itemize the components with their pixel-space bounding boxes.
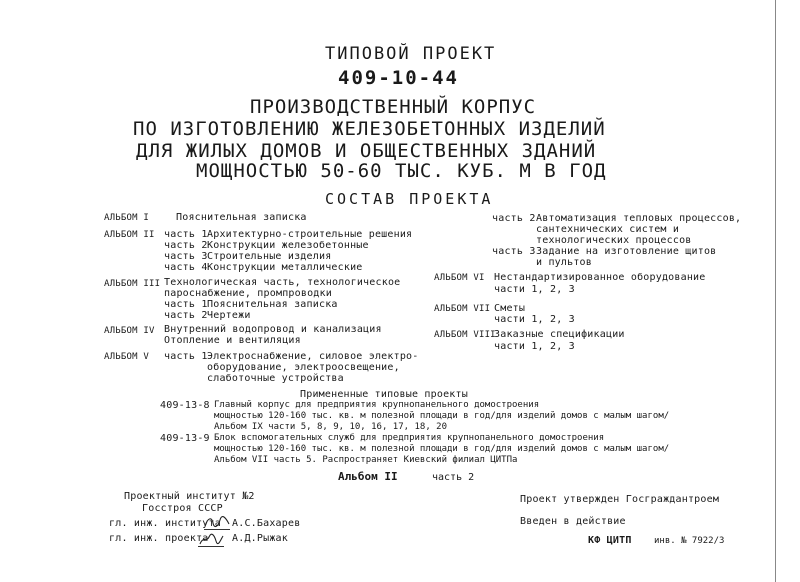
title-line-1: ПРОИЗВОДСТВЕННЫЙ КОРПУС <box>250 96 537 118</box>
album-3-label: АЛЬБОМ III <box>104 279 161 289</box>
applied-2-line-3: Альбом VII часть 5. Распространяет Киевский филиал ЦИТПа <box>214 455 518 465</box>
album-5-part-3-line-2: и пультов <box>536 257 592 268</box>
album-2-text-2: Конструкции железобетонные <box>207 240 369 251</box>
stamp-text: КФ ЦИТП <box>588 535 632 546</box>
section-title: СОСТАВ ПРОЕКТА <box>325 190 494 208</box>
album-2-text-3: Строительные изделия <box>207 251 332 262</box>
applied-1-line-3: Альбом IX части 5, 8, 9, 10, 16, 17, 18, 20 <box>214 422 447 432</box>
album-2-part-1: часть 1 <box>164 229 208 240</box>
album-6-text: Нестандартизированное оборудование <box>494 272 706 283</box>
album-4-line-1: Внутренний водопровод и канализация <box>164 324 382 335</box>
enacted-text: Введен в действие <box>520 516 626 527</box>
album-3-part-1: часть 1 <box>164 299 208 310</box>
album-part: часть 2 <box>432 472 475 483</box>
album-3-text-1: Пояснительная записка <box>207 299 338 310</box>
album-5-part-3: часть 3 <box>492 246 536 257</box>
applied-2-code: 409-13-9 <box>160 433 210 444</box>
applied-title: Примененные типовые проекты <box>300 389 468 400</box>
album-5-part-2: часть 2 <box>492 213 536 224</box>
album-7-text: Сметы <box>494 303 526 314</box>
inventory-number: инв. № 7922/3 <box>654 536 725 546</box>
album-2-part-3: часть 3 <box>164 251 208 262</box>
album-5-label: АЛЬБОМ V <box>104 352 149 362</box>
album-5-part-2-line-2: сантехнических систем и <box>536 224 680 235</box>
chief-engineer-role: гл. инж. института <box>109 518 221 529</box>
album-2-text-4: Конструкции металлические <box>207 262 363 273</box>
album-8-parts: части 1, 2, 3 <box>494 341 575 352</box>
chief-engineer-name: А.С.Бахарев <box>232 518 301 529</box>
album-6-label: АЛЬБОМ VI <box>434 273 485 283</box>
album-5-line-1: Электроснабжение, силовое электро- <box>207 351 419 362</box>
project-number: 409-10-44 <box>338 67 459 89</box>
album-7-parts: части 1, 2, 3 <box>494 314 575 325</box>
applied-1-line-1: Главный корпус для предприятия крупнопанельного домостроения <box>214 400 540 410</box>
album-1-label: АЛЬБОМ I <box>104 213 149 223</box>
album-5-part-3-line-1: Задание на изготовление щитов <box>536 246 717 257</box>
title-line-2: ПО ИЗГОТОВЛЕНИЮ ЖЕЛЕЗОБЕТОННЫХ ИЗДЕЛИЙ <box>133 118 606 140</box>
album-2-label: АЛЬБОМ II <box>104 230 155 240</box>
album-6-parts: части 1, 2, 3 <box>494 284 575 295</box>
album-3-part-2: часть 2 <box>164 310 208 321</box>
title-line-4: МОЩНОСТЬЮ 50-60 ТЫС. КУБ. М В ГОД <box>196 160 607 182</box>
project-engineer-name: А.Д.Рыжак <box>232 533 288 544</box>
album-label: Альбом II <box>338 470 398 483</box>
album-1-text: Пояснительная записка <box>176 212 307 223</box>
album-8-label: АЛЬБОМ VIII <box>434 330 496 340</box>
sheet-edge-line <box>775 0 776 582</box>
album-5-line-3: слаботочные устройства <box>207 373 344 384</box>
institute-line-2: Госстроя СССР <box>142 503 223 514</box>
project-type: ТИПОВОЙ ПРОЕКТ <box>325 44 497 64</box>
applied-1-code: 409-13-8 <box>160 400 210 411</box>
album-5-line-2: оборудование, электроосвещение, <box>207 362 400 373</box>
album-2-text-1: Архитектурно-строительные решения <box>207 229 413 240</box>
chief-engineer-signature <box>204 515 230 530</box>
applied-2-line-2: мощностью 120-160 тыс. кв. м полезной площади в год/для изделий домов с малым шагом/ <box>214 444 670 454</box>
applied-2-line-1: Блок вспомогательных служб для предприятия крупнопанельного домостроения <box>214 433 605 443</box>
album-4-label: АЛЬБОМ IV <box>104 326 155 336</box>
album-4-line-2: Отопление и вентиляция <box>164 335 301 346</box>
album-5-part-2-line-1: Автоматизация тепловых процессов, <box>536 213 742 224</box>
album-5-part-2-line-3: технологических процессов <box>536 235 692 246</box>
approval-text: Проект утвержден Госграждантроем <box>520 494 720 505</box>
album-3-text-2: Чертежи <box>207 310 251 321</box>
album-8-text: Заказные спецификации <box>494 329 625 340</box>
institute-line-1: Проектный институт №2 <box>124 491 255 502</box>
album-7-label: АЛЬБОМ VII <box>434 304 491 314</box>
album-5-part-1: часть 1 <box>164 351 208 362</box>
album-3-line-1: Технологическая часть, технологическое <box>164 277 401 288</box>
project-engineer-role: гл. инж. проекта <box>109 533 209 544</box>
applied-1-line-2: мощностью 120-160 тыс. кв. м полезной площади в год/для изделий домов с малым шагом/ <box>214 411 670 421</box>
album-2-part-4: часть 4 <box>164 262 208 273</box>
album-3-line-2: пароснабжение, промпроводки <box>164 288 332 299</box>
project-engineer-signature <box>198 532 224 547</box>
album-2-part-2: часть 2 <box>164 240 208 251</box>
title-line-3: ДЛЯ ЖИЛЫХ ДОМОВ И ОБЩЕСТВЕННЫХ ЗДАНИЙ <box>136 140 597 162</box>
